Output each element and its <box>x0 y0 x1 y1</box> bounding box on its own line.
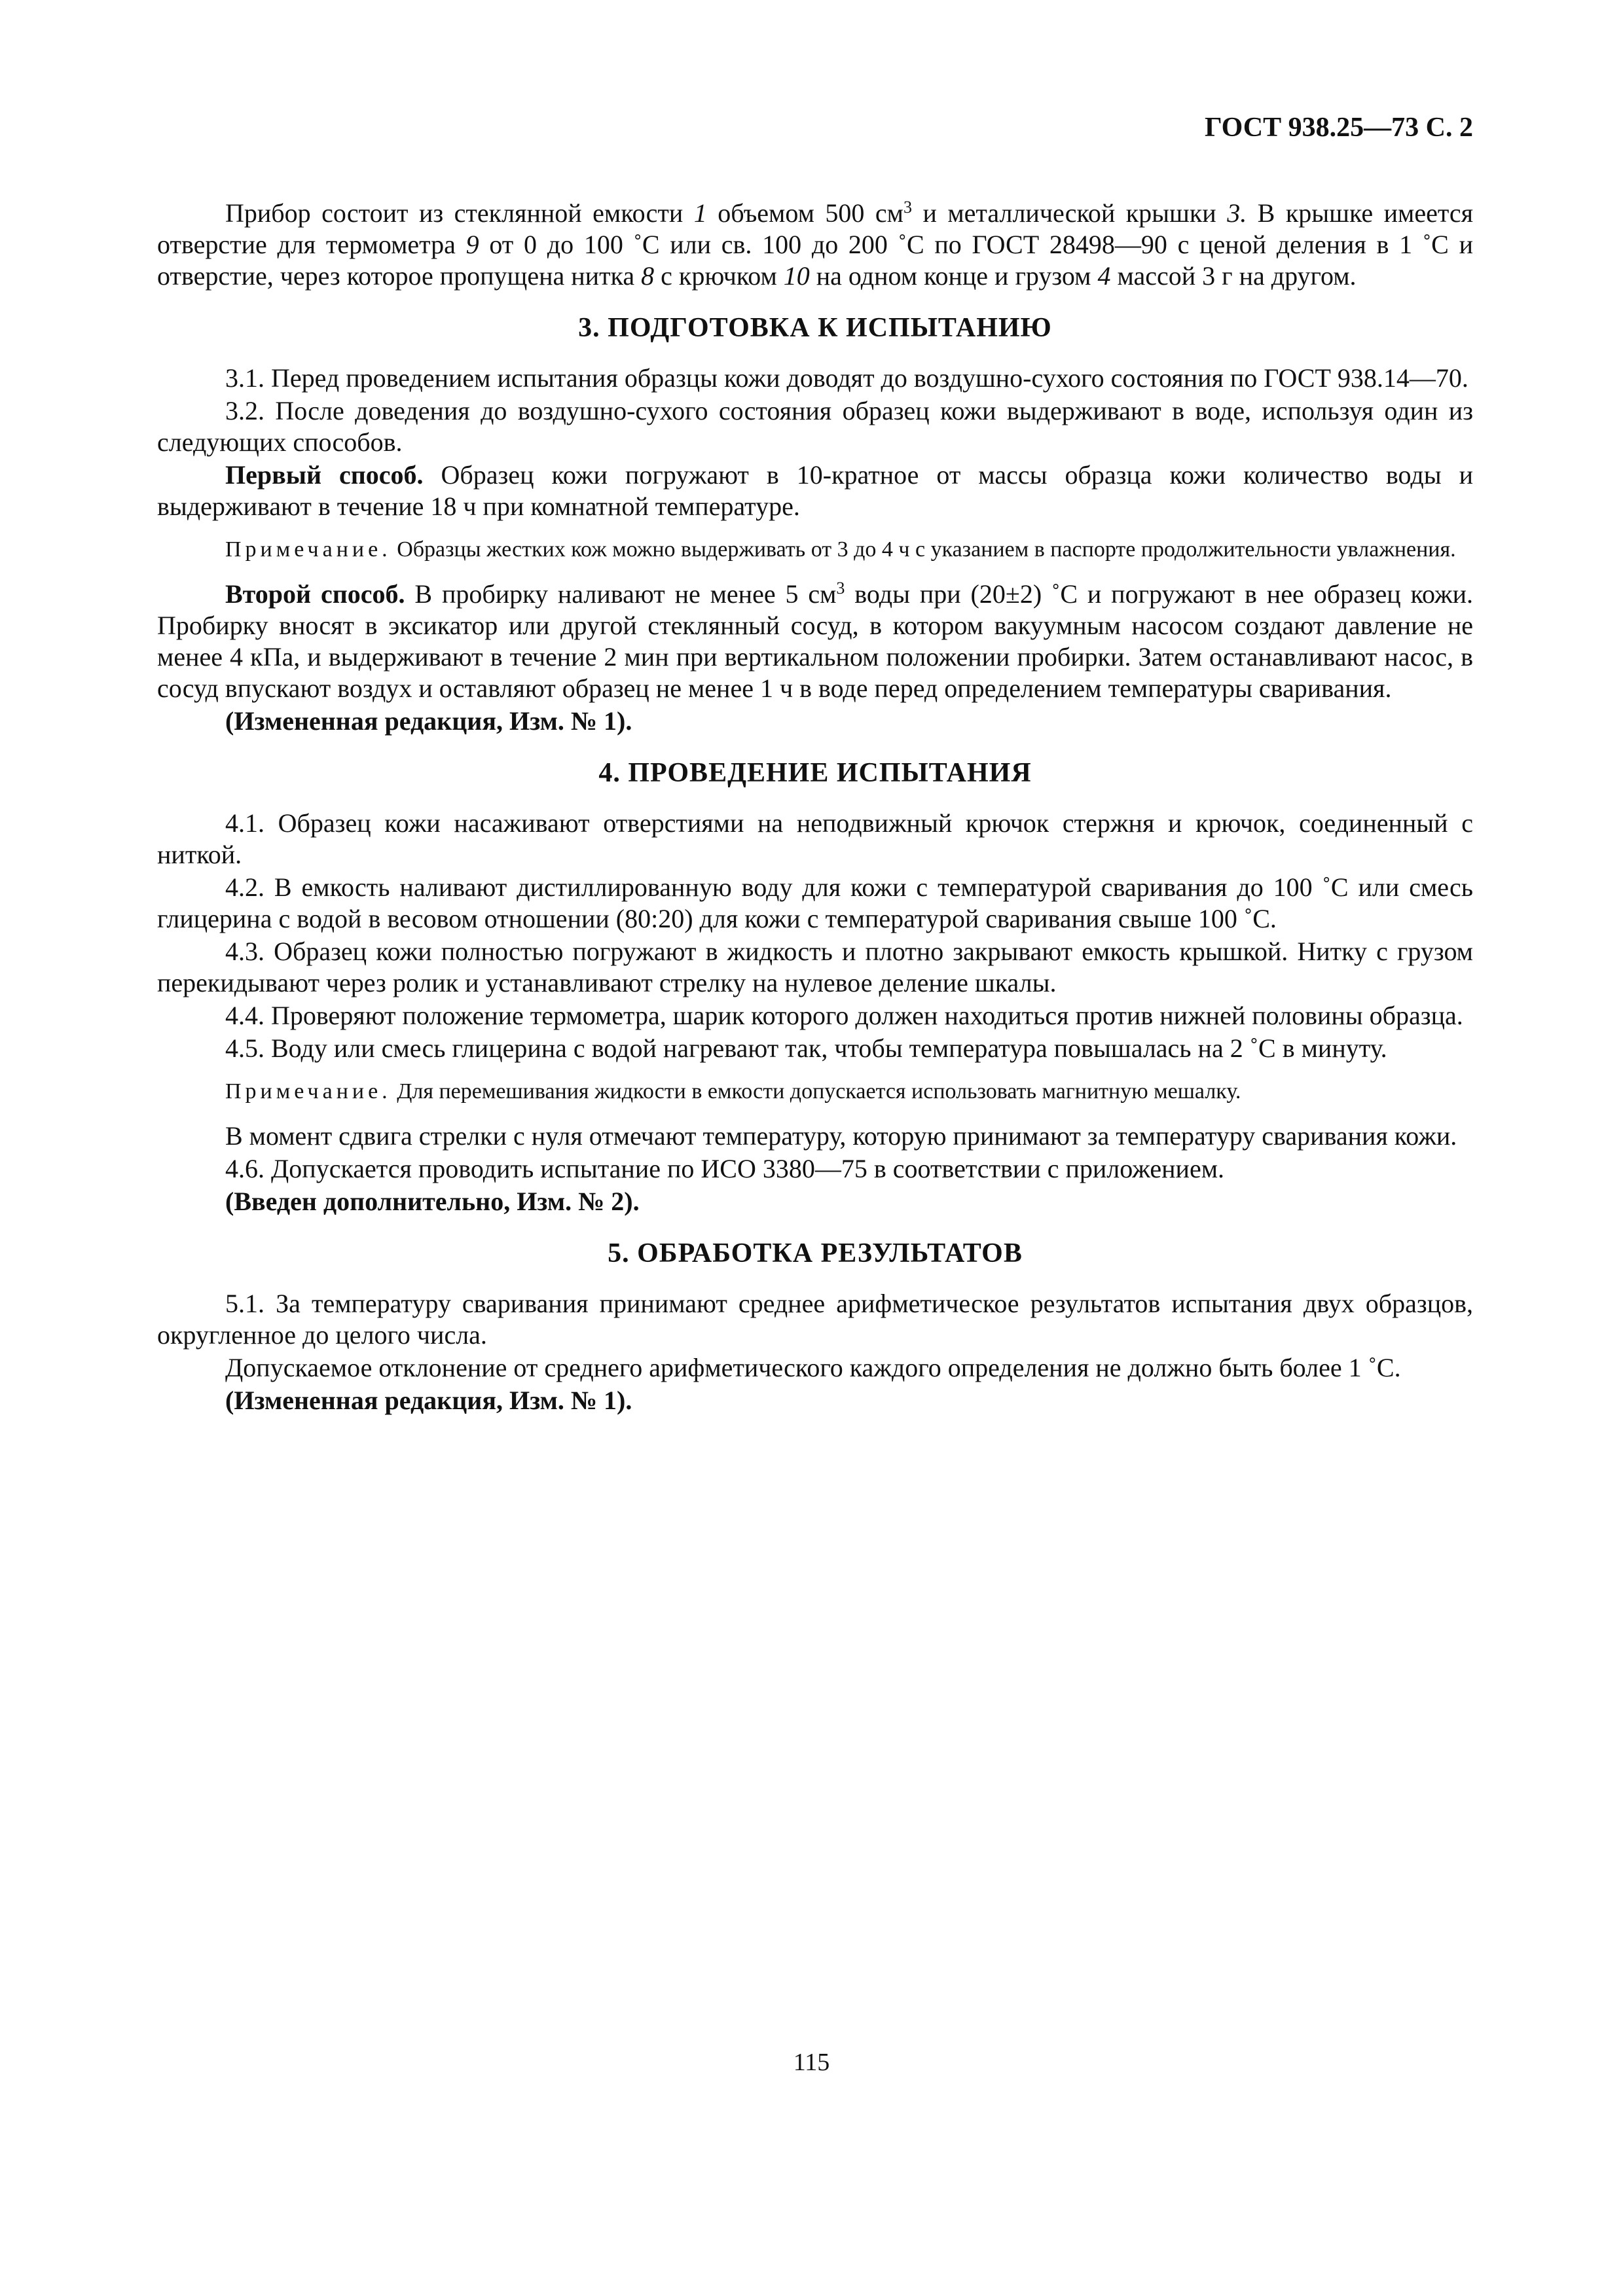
note-label: Примечание. <box>225 537 392 562</box>
note-text: Образцы жестких кож можно выдерживать от 3 до 4 ч с указанием в паспорте продолжительности увлажнения. <box>391 537 1456 562</box>
superscript: 3 <box>836 579 845 598</box>
method-1-paragraph <box>157 459 1473 522</box>
section-3-heading: 3. ПОДГОТОВКА К ИСПЫТАНИЮ <box>578 313 1052 343</box>
paragraph-4-6: 4.6. Допускается проводить испытание по ИСО 3380—75 в соответствии с приложением. <box>225 1154 1225 1183</box>
paragraph-4-3: 4.3. Образец кожи полностью погружают в жидкость и плотно закрывают емкость крышкой. Нитку с грузом перекидывают через ролик и устанавливают стрелку на нулевое деление шкалы. <box>157 937 1473 997</box>
section-4-heading: 4. ПРОВЕДЕНИЕ ИСПЫТАНИЯ <box>598 758 1032 788</box>
amendment-note: (Введен дополнительно, Изм. № 2). <box>225 1187 640 1216</box>
amendment-note: (Измененная редакция, Изм. № 1). <box>225 706 632 736</box>
paragraph-4-5: 4.5. Воду или смесь глицерина с водой нагревают так, чтобы температура повышалась на 2 ˚С в минуту. <box>225 1033 1387 1063</box>
paragraph-4-2: 4.2. В емкость наливают дистиллированную воду для кожи с температурой сваривания до 100 ˚С или смесь глицерина с водой в весовом отношении (80:20) для кожи с температурой сваривания свыше 100 ˚С. <box>157 872 1473 933</box>
paragraph-4-1: 4.1. Образец кожи насаживают отверстиями на неподвижный крючок стержня и крючок, соединенный с ниткой. <box>157 808 1473 869</box>
method-1-label: Первый способ. <box>225 460 424 490</box>
paragraph-5-1-continued: Допускаемое отклонение от среднего арифметического каждого определения не должно быть более 1 ˚С. <box>225 1353 1401 1382</box>
method-2-label: Второй способ. <box>225 579 405 609</box>
method-1-text: Образец кожи погружают в 10-кратное от массы образца кожи количество воды и выдерживают в течение 18 ч при комнатной температуре. <box>157 460 1474 521</box>
page-number: 115 <box>793 2049 830 2076</box>
intro-text: В крышке имеется отверстие для термометра <box>157 198 1473 259</box>
intro-text: на одном конце и грузом <box>809 261 1098 291</box>
superscript: 3 <box>903 198 912 217</box>
intro-text: и металлической крышки <box>911 198 1228 228</box>
paragraph-3-2: 3.2. После доведения до воздушно-сухого состояния образец кожи выдерживают в воде, используя один из следующих способов. <box>157 396 1473 457</box>
paragraph-4-4: 4.4. Проверяют положение термометра, шарик которого должен находиться против нижней половины образца. <box>225 1001 1463 1030</box>
ref-number: 9 <box>465 230 479 259</box>
paragraph-5-1: 5.1. За температуру сваривания принимают среднее арифметическое результатов испытания двух образцов, округленное до целого числа. <box>157 1289 1473 1350</box>
paragraph-3-1: 3.1. Перед проведением испытания образцы кожи доводят до воздушно-сухого состояния по ГОСТ 938.14—70. <box>225 363 1468 393</box>
method-2-paragraph <box>157 579 1473 704</box>
note-label: Примечание. <box>225 1079 392 1103</box>
page-header: ГОСТ 938.25—73 С. 2 <box>1204 113 1473 143</box>
ref-number: 3. <box>1227 198 1247 228</box>
intro-text: с крючком <box>654 261 784 291</box>
ref-number: 10 <box>783 261 810 291</box>
section-5-heading: 5. ОБРАБОТКА РЕЗУЛЬТАТОВ <box>608 1238 1023 1268</box>
method-2-text: В пробирку наливают не менее 5 см <box>405 579 837 609</box>
note-4 <box>157 1077 1473 1106</box>
intro-text: массой 3 г на другом. <box>1110 261 1357 291</box>
ref-number: 8 <box>641 261 655 291</box>
amendment-note: (Измененная редакция, Изм. № 1). <box>225 1386 632 1415</box>
ref-number: 4 <box>1097 261 1111 291</box>
intro-text: объемом 500 см <box>706 198 903 228</box>
note-text: Для перемешивания жидкости в емкости допускается использовать магнитную мешалку. <box>391 1079 1241 1103</box>
intro-text: от 0 до 100 ˚С или св. 100 до 200 ˚С по ГОСТ 28498—90 с ценой деления в 1 ˚С и отверстие, через которое пропущена нитка <box>157 230 1473 291</box>
note-3 <box>157 535 1473 564</box>
intro-text: Прибор состоит из стеклянной емкости <box>225 198 694 228</box>
method-2-text: воды при (20±2) ˚С и погружают в нее образец кожи. Пробирку вносят в эксикатор или другой стеклянный сосуд, в котором вакуумным насосом создают давление не менее 4 кПа, и выдерживают в течение 2 мин при вертикальном положении пробирки. Затем останавливают насос, в сосуд впускают воздух и оставляют образец не менее 1 ч в воде перед определением температуры сваривания. <box>157 579 1473 703</box>
paragraph-4-5-continued: В момент сдвига стрелки с нуля отмечают температуру, которую принимают за температуру сваривания кожи. <box>225 1121 1457 1151</box>
ref-number: 1 <box>693 198 707 228</box>
intro-paragraph <box>157 198 1473 292</box>
